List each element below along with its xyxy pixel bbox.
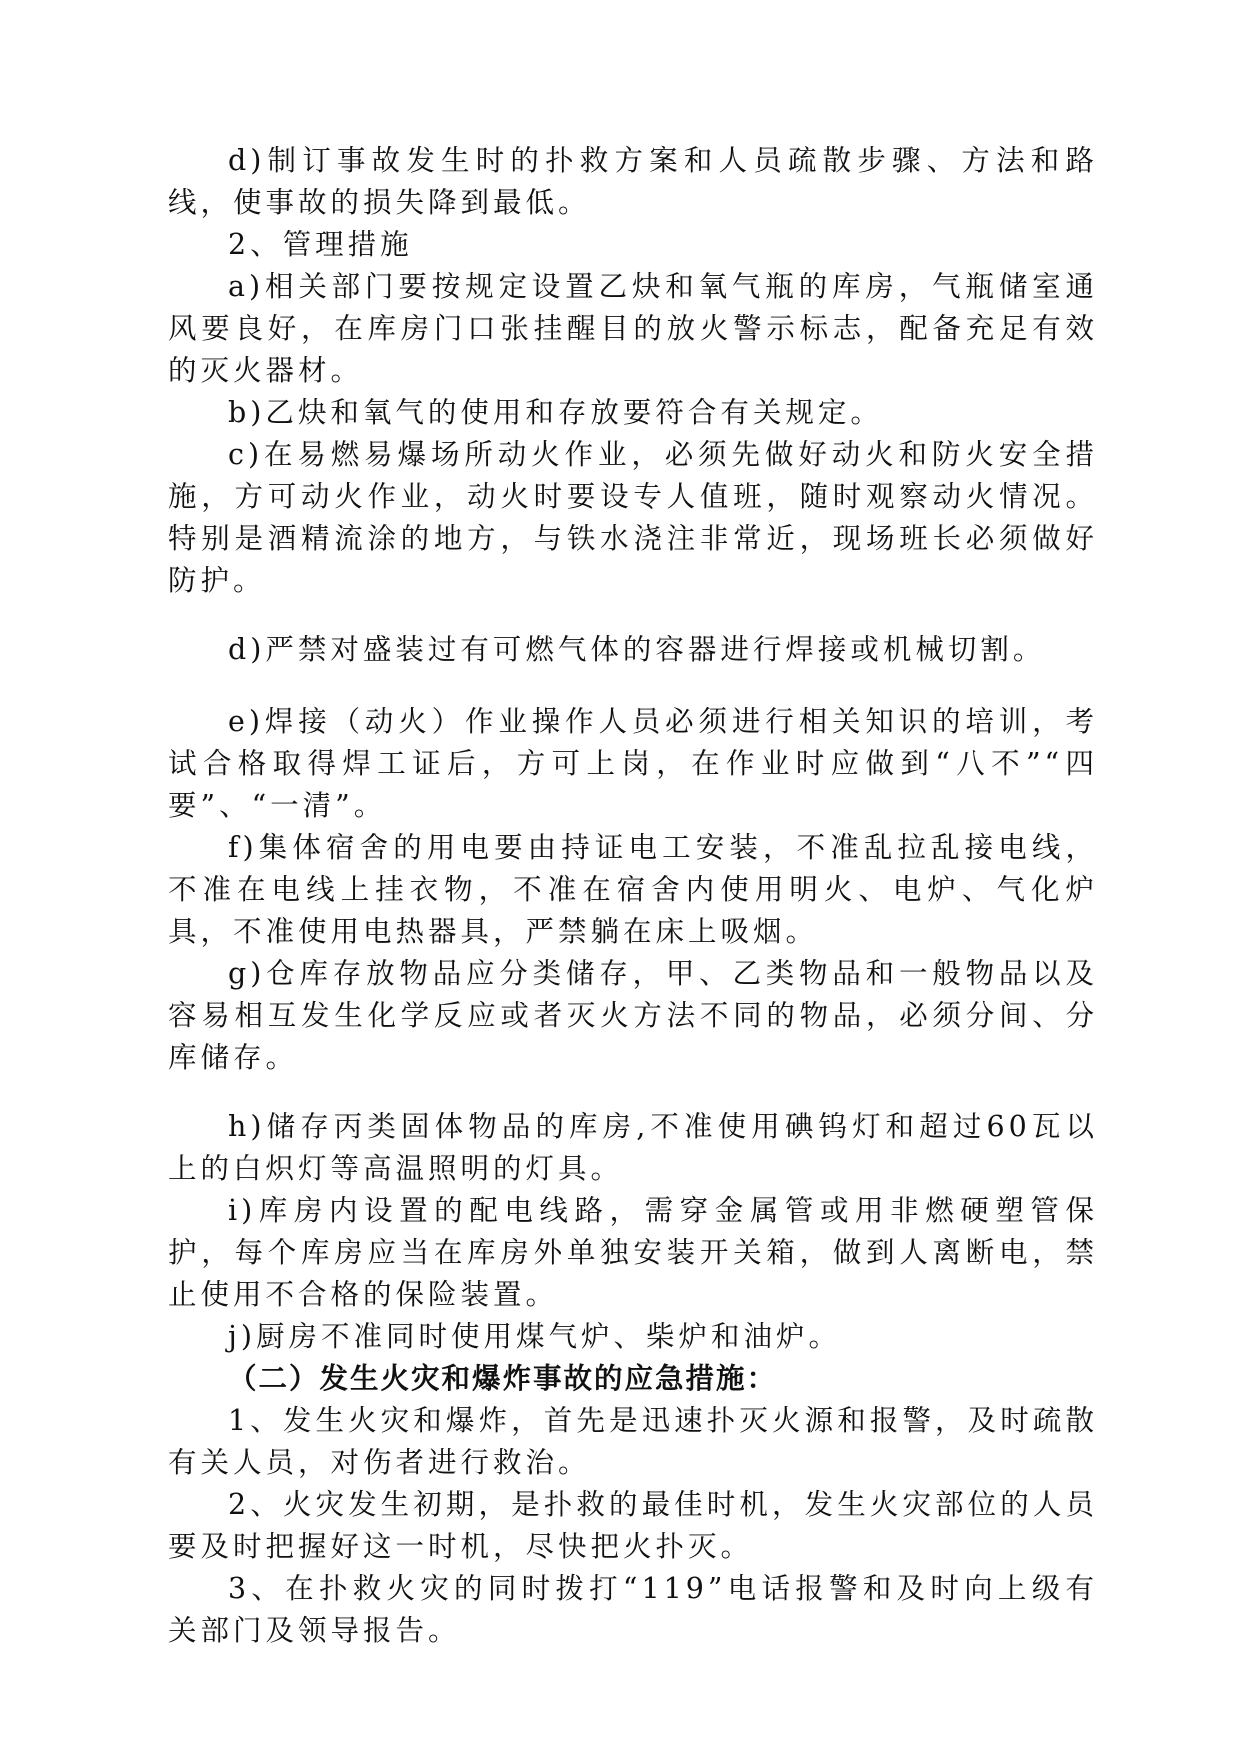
paragraph-a-storage: a)相关部门要按规定设置乙炔和氧气瓶的库房，气瓶储室通风要良好，在库房门口张挂醒目的放火警示标志，配备充足有效的灭火器材。 bbox=[168, 270, 1098, 387]
paragraph-c-hot-work: c)在易燃易爆场所动火作业，必须先做好动火和防火安全措施，方可动火作业，动火时要设专人值班，随时观察动火情况。特别是酒精流涂的地方，与铁水浇注非常近，现场班长必须做好防护。 bbox=[168, 438, 1098, 597]
paragraph-management-measures: 2、管理措施 bbox=[228, 228, 413, 261]
paragraph-e-welder-training: e)焊接（动火）作业操作人员必须进行相关知识的培训，考试合格取得焊工证后，方可上岗，在作业时应做到“八不”“四要”、“一清”。 bbox=[168, 705, 1098, 822]
paragraph-j-kitchen: j)厨房不准同时使用煤气炉、柴炉和油炉。 bbox=[228, 1320, 841, 1353]
paragraph-d-plan: d)制订事故发生时的扑救方案和人员疏散步骤、方法和路线，使事故的损失降到最低。 bbox=[168, 144, 1098, 219]
paragraph-b-usage: b)乙炔和氧气的使用和存放要符合有关规定。 bbox=[228, 396, 883, 429]
paragraph-3-report: 3、在扑救火灾的同时拨打“119”电话报警和及时向上级有关部门及领导报告。 bbox=[168, 1572, 1098, 1647]
paragraph-g-warehouse: g)仓库存放物品应分类储存，甲、乙类物品和一般物品以及容易相互发生化学反应或者灭火方法不同的物品，必须分间、分库储存。 bbox=[168, 957, 1098, 1074]
document-page bbox=[168, 140, 1098, 1652]
paragraph-i-wiring: i)库房内设置的配电线路，需穿金属管或用非燃硬塑管保护，每个库房应当在库房外单独安装开关箱，做到人离断电，禁止使用不合格的保险装置。 bbox=[168, 1194, 1098, 1311]
paragraph-2-early-stage: 2、火灾发生初期，是扑救的最佳时机，发生火灾部位的人员要及时把握好这一时机，尽快把火扑灭。 bbox=[168, 1488, 1098, 1563]
paragraph-1-fire-response: 1、发生火灾和爆炸，首先是迅速扑灭火源和报警，及时疏散有关人员，对伤者进行救治。 bbox=[168, 1404, 1098, 1479]
paragraph-f-dormitory: f)集体宿舍的用电要由持证电工安装，不准乱拉乱接电线，不准在电线上挂衣物，不准在宿舍内使用明火、电炉、气化炉具，不准使用电热器具，严禁躺在床上吸烟。 bbox=[168, 831, 1098, 948]
paragraph-h-lighting: h)储存丙类固体物品的库房,不准使用碘钨灯和超过60瓦以上的白炽灯等高温照明的灯具。 bbox=[168, 1110, 1098, 1185]
section-heading-emergency: （二）发生火灾和爆炸事故的应急措施： bbox=[228, 1362, 778, 1395]
paragraph-d-welding-ban: d)严禁对盛装过有可燃气体的容器进行焊接或机械切割。 bbox=[228, 633, 1046, 666]
